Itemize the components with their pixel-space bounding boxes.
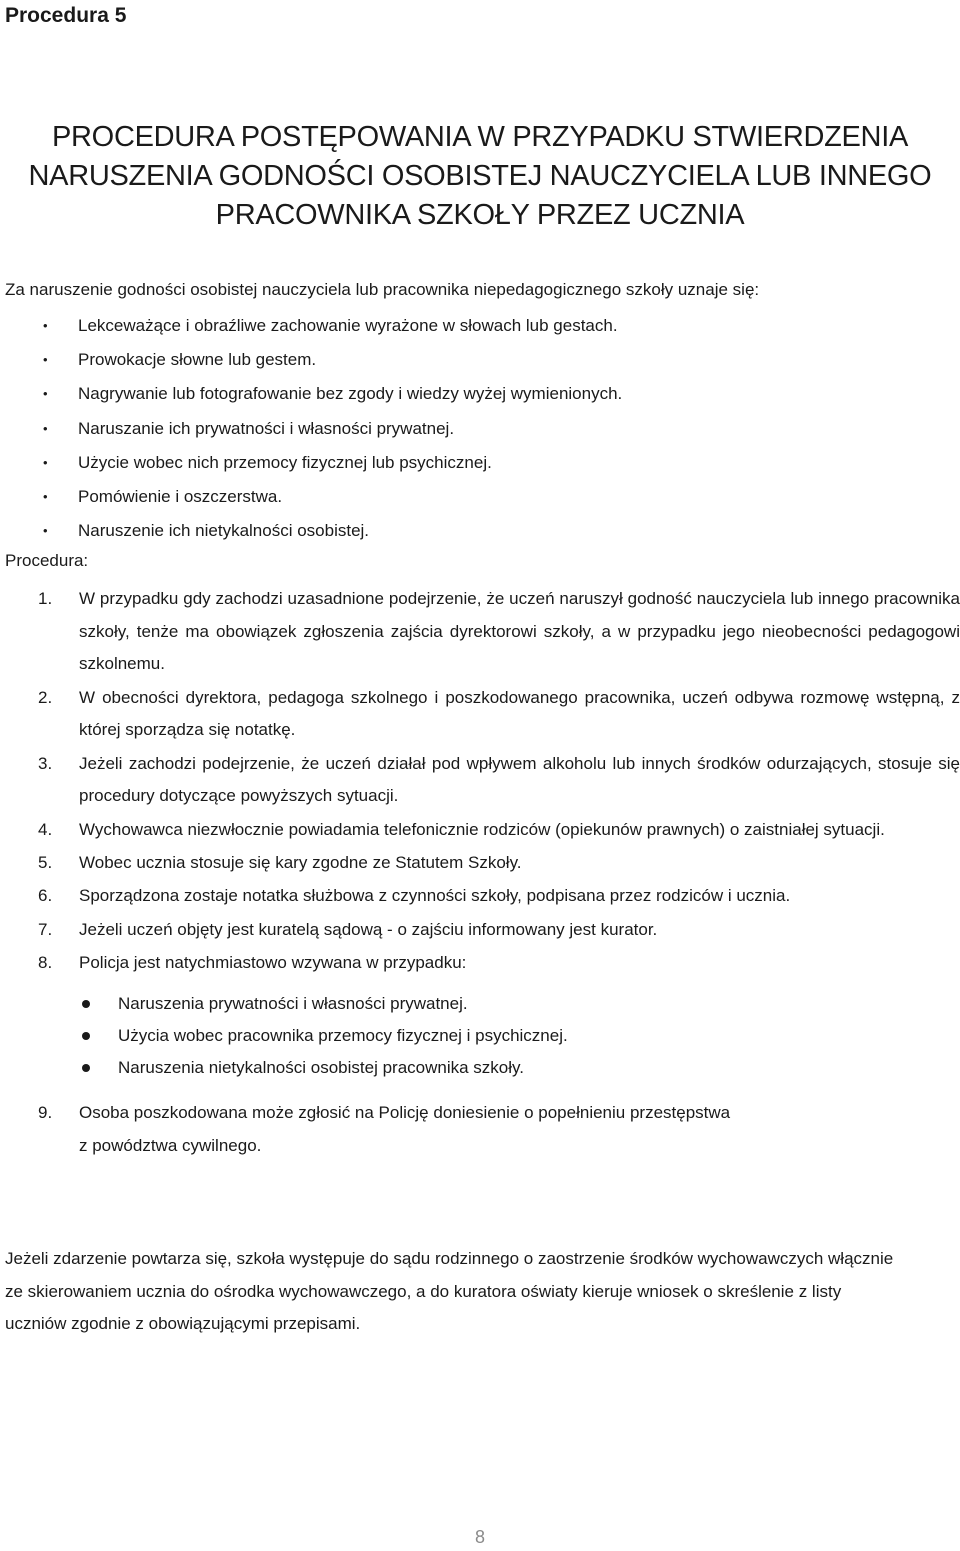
- police-case-item: [0, 988, 960, 1020]
- bullet-icon: •: [43, 523, 48, 539]
- step-item: [0, 947, 960, 1083]
- step-text: Wobec ucznia stosuje się kary zgodne ze Statutem Szkoły.: [79, 853, 522, 872]
- bullet-icon: •: [43, 386, 48, 402]
- bullet-icon: •: [43, 352, 48, 368]
- violation-text: Nagrywanie lub fotografowanie bez zgody i wiedzy wyżej wymienionych.: [78, 384, 623, 404]
- violation-item: [0, 449, 622, 483]
- step-text: Jeżeli uczeń objęty jest kuratelą sądową - o zajściu informowany jest kurator.: [79, 919, 658, 939]
- violation-item: [0, 380, 622, 414]
- step-item: [0, 847, 960, 880]
- step-item: [0, 880, 960, 913]
- step-item: [0, 682, 960, 747]
- step-text: Policja jest natychmiastowo wzywana w przypadku:: [79, 952, 467, 972]
- step-number: 8.: [38, 952, 53, 972]
- step-number: 9.: [38, 1103, 53, 1123]
- violation-item: [0, 483, 622, 517]
- title-line-3: PRACOWNIKA SZKOŁY PRZEZ UCZNIA: [215, 199, 745, 231]
- step-number: 4.: [38, 819, 53, 839]
- violation-text: Lekceważące i obraźliwe zachowanie wyrażone w słowach lub gestach.: [78, 316, 618, 335]
- violations-list: [0, 312, 622, 551]
- step-text: Wychowawca niezwłocznie powiadamia telefonicznie rodziców (opiekunów prawnych) o zaistniałej sytuacji.: [79, 819, 885, 839]
- violation-text: Naruszenie ich nietykalności osobistej.: [78, 521, 370, 541]
- step-item: [0, 914, 960, 947]
- title-line-1: PROCEDURA POSTĘPOWANIA W PRZYPADKU STWIERDZENIA: [52, 121, 908, 153]
- intro-paragraph: Za naruszenie godności osobistej nauczyciela lub pracownika niepedagogicznego szkoły uznaje się:: [5, 280, 760, 299]
- violation-text: Prowokacje słowne lub gestem.: [78, 350, 317, 370]
- page-number: 8: [474, 1527, 485, 1547]
- violation-text: Użycie wobec nich przemocy fizycznej lub psychicznej.: [78, 452, 492, 472]
- step-text-line-2: z powództwa cywilnego.: [79, 1135, 262, 1155]
- violation-text: Naruszanie ich prywatności i własności prywatnej.: [78, 418, 455, 438]
- bullet-icon: [82, 1032, 90, 1040]
- step-text: W obecności dyrektora, pedagoga szkolnego i poszkodowanego pracownika, uczeń odbywa rozmowę wstępną, z której sporządza się notatkę.: [79, 687, 960, 740]
- step-item: [0, 748, 960, 813]
- police-case-item: [0, 1052, 960, 1084]
- step-item: [0, 814, 960, 847]
- step-number: 6.: [38, 886, 53, 906]
- police-cases-list: [79, 988, 960, 1084]
- bullet-icon: •: [43, 454, 48, 470]
- bullet-icon: [82, 1064, 90, 1072]
- bullet-icon: •: [43, 488, 48, 504]
- step-number: 5.: [38, 853, 53, 872]
- step-item: [0, 583, 960, 681]
- step-number: 2.: [38, 687, 53, 707]
- step-number: 3.: [38, 753, 53, 773]
- bullet-icon: [82, 1000, 90, 1008]
- procedure-label: Procedura 5: [5, 4, 127, 27]
- step-text-line-1: Osoba poszkodowana może zgłosić na Policję doniesienie o popełnieniu przestępstwa: [79, 1103, 731, 1123]
- document-title: [0, 118, 960, 235]
- procedure-heading: Procedura:: [5, 551, 89, 570]
- violation-item: [0, 517, 622, 551]
- violation-item: [0, 312, 622, 346]
- title-line-2: NARUSZENIA GODNOŚCI OSOBISTEJ NAUCZYCIELA LUB INNEGO: [28, 160, 932, 192]
- step-text: W przypadku gdy zachodzi uzasadnione podejrzenie, że uczeń naruszył godność nauczyciela lub innego pracownika szkoły, tenże ma obowiązek zgłoszenia zajścia dyrektorowi szkoły, a w przypadku jego nieobecności pedagogowi szkolnemu.: [79, 589, 960, 674]
- procedure-steps: [0, 583, 960, 1163]
- police-case-text: Naruszenia prywatności i własności prywatnej.: [118, 993, 468, 1013]
- step-number: 1.: [38, 589, 53, 608]
- police-case-item: [0, 1020, 960, 1052]
- step-text: Jeżeli zachodzi podejrzenie, że uczeń działał pod wpływem alkoholu lub innych środków odurzających, stosuje się procedury dotyczące powyższych sytuacji.: [79, 753, 960, 806]
- police-case-text: Użycia wobec pracownika przemocy fizycznej i psychicznej.: [118, 1025, 568, 1045]
- step-number: 7.: [38, 919, 53, 939]
- bullet-icon: •: [43, 420, 48, 436]
- violation-item: [0, 346, 622, 380]
- police-case-text: Naruszenia nietykalności osobistej pracownika szkoły.: [118, 1057, 524, 1077]
- step-text: Sporządzona zostaje notatka służbowa z czynności szkoły, podpisana przez rodziców i ucznia.: [79, 886, 791, 906]
- violation-item: [0, 415, 622, 449]
- step-item: [0, 1097, 960, 1162]
- violation-text: Pomówienie i oszczerstwa.: [78, 486, 283, 506]
- closing-paragraph: Jeżeli zdarzenie powtarza się, szkoła występuje do sądu rodzinnego o zaostrzenie środków wychowawczych włącznie ze skierowaniem ucznia do ośrodka wychowawczego, a do kuratora oświaty kieruje wniosek o skreślenie z listy uczniów zgodnie z obowiązującymi przepisami.: [5, 1249, 894, 1334]
- bullet-icon: •: [43, 318, 48, 333]
